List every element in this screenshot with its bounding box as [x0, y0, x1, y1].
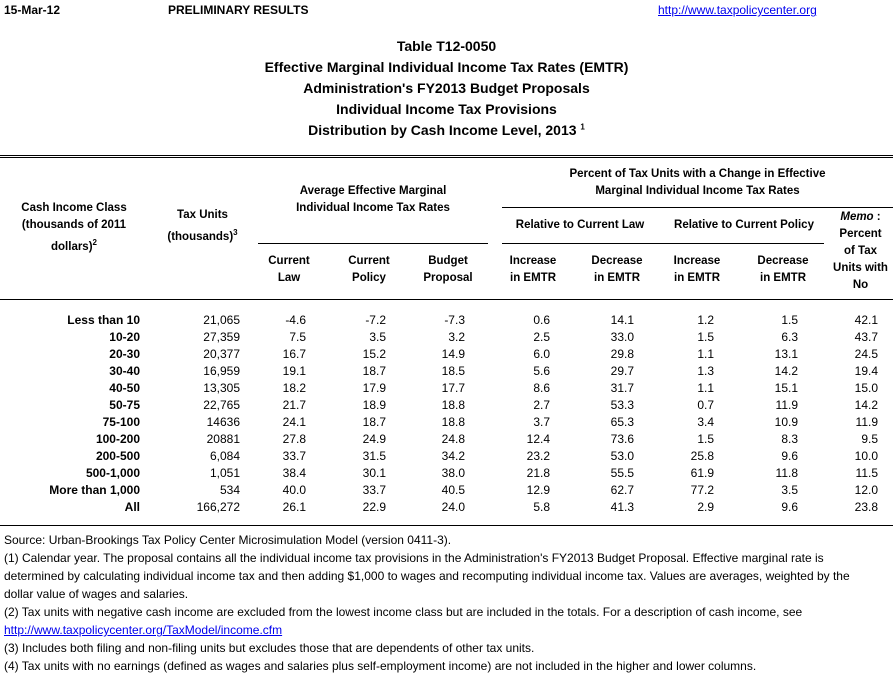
- income-definition-link[interactable]: http://www.taxpolicycenter.org/TaxModel/income.cfm: [4, 623, 283, 637]
- table-row: [0, 380, 893, 397]
- title-line-4: Distribution by Cash Income Level, 2013 $^1$: [308, 122, 585, 138]
- income-class-cell: 50-75: [109, 398, 140, 412]
- current-law-cell: -4.6: [285, 313, 306, 327]
- budget-proposal-cell: 18.8: [441, 398, 465, 412]
- decrease-policy-cell: 6.3: [781, 330, 798, 344]
- note-2: (2) Tax units with negative cash income are excluded from the lowest income class but are included in the totals. For a description of cash income, see: [4, 605, 803, 619]
- current-policy-cell: 18.9: [362, 398, 386, 412]
- decrease-law-cell: 41.3: [610, 500, 634, 514]
- increase-law-header: Increase in EMTR: [509, 255, 557, 284]
- current-law-cell: 7.5: [289, 330, 306, 344]
- pct-change-group-header: Percent of Tax Units with a Change in Effective Marginal Individual Income Tax Rates: [569, 168, 826, 197]
- header-top-rule: [0, 155, 893, 158]
- table-bottom-rule: [0, 525, 893, 526]
- tax-units-header: Tax Units (thousands)$^3$: [167, 209, 238, 243]
- current-policy-cell: 15.2: [362, 347, 386, 361]
- decrease-policy-cell: 8.3: [781, 432, 798, 446]
- decrease-policy-cell: 11.9: [775, 398, 798, 412]
- increase-policy-cell: 25.8: [690, 449, 714, 463]
- tax-units-cell: 6,084: [209, 449, 240, 463]
- memo-cell: 42.1: [854, 313, 878, 327]
- memo-cell: 43.7: [854, 330, 878, 344]
- report-date: 15-Mar-12: [4, 3, 61, 17]
- budget-proposal-header: Budget Proposal: [423, 255, 473, 284]
- decrease-policy-header: Decrease in EMTR: [757, 255, 809, 284]
- income-class-cell: All: [124, 500, 140, 514]
- tax-units-cell: 16,959: [203, 364, 240, 378]
- title-line-1: Effective Marginal Individual Income Tax Rates (EMTR): [264, 59, 629, 75]
- current-law-cell: 38.4: [282, 466, 306, 480]
- table-row: [0, 465, 893, 482]
- tax-units-cell: 1,051: [209, 466, 240, 480]
- current-law-cell: 16.7: [282, 347, 306, 361]
- income-class-cell: 200-500: [95, 449, 140, 463]
- relative-current-law-header: Relative to Current Law: [515, 219, 645, 231]
- header-bottom-rule: [0, 299, 893, 300]
- current-law-cell: 33.7: [282, 449, 306, 463]
- note-1-line-3: dollar value of wages and salaries.: [4, 587, 189, 601]
- increase-law-cell: 21.8: [526, 466, 550, 480]
- income-class-cell: 30-40: [109, 364, 140, 378]
- memo-cell: 10.0: [854, 449, 878, 463]
- decrease-policy-cell: 9.6: [781, 449, 798, 463]
- income-class-cell: Less than 10: [67, 313, 140, 327]
- increase-law-cell: 12.9: [526, 483, 550, 497]
- increase-law-cell: 8.6: [533, 381, 550, 395]
- decrease-policy-cell: 15.1: [774, 381, 798, 395]
- note-3: (3) Includes both filing and non-filing units but excludes those that are dependents of other tax units.: [4, 641, 535, 655]
- current-law-cell: 19.1: [282, 364, 306, 378]
- current-policy-cell: 22.9: [362, 500, 386, 514]
- current-policy-cell: 3.5: [369, 330, 386, 344]
- tax-units-cell: 27,359: [203, 330, 240, 344]
- increase-policy-cell: 1.1: [697, 381, 714, 395]
- decrease-policy-cell: 10.9: [774, 415, 798, 429]
- increase-law-cell: 5.6: [533, 364, 550, 378]
- note-4: (4) Tax units with no earnings (defined as wages and salaries plus self-employment income) are not included in the higher and lower columns.: [4, 659, 757, 673]
- memo-cell: 23.8: [854, 500, 878, 514]
- avg-group-rule: [258, 243, 488, 244]
- source-note: Source: Urban-Brookings Tax Policy Center Microsimulation Model (version 0411-3).: [4, 533, 452, 547]
- note-1-line-2: determined by calculating individual income tax and then adding $1,000 to wages and recomputing individual income tax. Values are averages, weighted by the: [4, 569, 850, 583]
- income-class-cell: More than 1,000: [49, 483, 140, 497]
- decrease-policy-cell: 3.5: [781, 483, 798, 497]
- increase-law-cell: 0.6: [533, 313, 550, 327]
- budget-proposal-cell: 34.2: [441, 449, 465, 463]
- current-policy-cell: 33.7: [362, 483, 386, 497]
- income-class-cell: 40-50: [109, 381, 140, 395]
- increase-policy-cell: 1.2: [697, 313, 714, 327]
- income-class-cell: 100-200: [95, 432, 140, 446]
- income-class-cell: 75-100: [102, 415, 140, 429]
- current-policy-cell: 30.1: [362, 466, 386, 480]
- memo-cell: 19.4: [854, 364, 878, 378]
- current-law-header: Current Law: [268, 255, 310, 284]
- avg-emtr-group-header: Average Effective Marginal Individual Income Tax Rates: [296, 185, 450, 214]
- decrease-law-header: Decrease in EMTR: [591, 255, 643, 284]
- preliminary-label: PRELIMINARY RESULTS: [168, 3, 309, 17]
- budget-proposal-cell: -7.3: [444, 313, 465, 327]
- budget-proposal-cell: 24.8: [441, 432, 465, 446]
- increase-policy-cell: 77.2: [690, 483, 714, 497]
- table-row: [0, 346, 893, 363]
- tax-units-cell: 14636: [206, 415, 240, 429]
- decrease-law-cell: 29.8: [610, 347, 634, 361]
- current-law-cell: 21.7: [282, 398, 306, 412]
- increase-law-cell: 3.7: [533, 415, 550, 429]
- memo-cell: 11.5: [855, 466, 878, 480]
- decrease-law-cell: 29.7: [610, 364, 634, 378]
- increase-policy-cell: 3.4: [697, 415, 714, 429]
- table-row: [0, 397, 893, 414]
- table-row: [0, 482, 893, 499]
- income-class-cell: 10-20: [109, 330, 140, 344]
- memo-cell: 9.5: [861, 432, 878, 446]
- tax-units-cell: 21,065: [203, 313, 240, 327]
- increase-policy-cell: 1.5: [697, 432, 714, 446]
- memo-cell: 24.5: [854, 347, 878, 361]
- title-line-3: Individual Income Tax Provisions: [336, 101, 557, 117]
- title-line-2: Administration's FY2013 Budget Proposals: [303, 80, 590, 96]
- table-row: [0, 312, 893, 329]
- tax-units-cell: 20,377: [203, 347, 240, 361]
- tax-units-cell: 534: [219, 483, 240, 497]
- tpc-home-link[interactable]: http://www.taxpolicycenter.org: [658, 3, 817, 17]
- memo-cell: 11.9: [855, 415, 878, 429]
- memo-cell: 15.0: [854, 381, 878, 395]
- budget-proposal-cell: 3.2: [448, 330, 465, 344]
- budget-proposal-cell: 14.9: [441, 347, 465, 361]
- increase-policy-cell: 1.5: [697, 330, 714, 344]
- decrease-law-cell: 65.3: [610, 415, 634, 429]
- table-row: [0, 499, 893, 516]
- increase-law-cell: 23.2: [526, 449, 550, 463]
- memo-cell: 12.0: [854, 483, 878, 497]
- increase-law-cell: 12.4: [526, 432, 550, 446]
- decrease-law-cell: 62.7: [610, 483, 634, 497]
- budget-proposal-cell: 38.0: [441, 466, 465, 480]
- decrease-law-cell: 73.6: [610, 432, 634, 446]
- decrease-law-cell: 33.0: [610, 330, 634, 344]
- decrease-law-cell: 55.5: [610, 466, 634, 480]
- tax-units-cell: 22,765: [203, 398, 240, 412]
- increase-policy-cell: 61.9: [690, 466, 714, 480]
- relative-group-rule: [502, 243, 824, 244]
- current-policy-header: Current Policy: [348, 255, 390, 284]
- increase-law-cell: 5.8: [533, 500, 550, 514]
- relative-current-policy-header: Relative to Current Policy: [674, 219, 814, 231]
- budget-proposal-cell: 18.5: [441, 364, 465, 378]
- current-law-cell: 26.1: [282, 500, 306, 514]
- budget-proposal-cell: 17.7: [441, 381, 465, 395]
- increase-law-cell: 2.5: [533, 330, 550, 344]
- table-row: [0, 448, 893, 465]
- decrease-policy-cell: 1.5: [781, 313, 798, 327]
- tax-units-cell: 13,305: [203, 381, 240, 395]
- table-row: [0, 329, 893, 346]
- decrease-policy-cell: 13.1: [774, 347, 798, 361]
- income-class-header: Cash Income Class (thousands of 2011 dollars)$^2$: [21, 202, 127, 253]
- current-law-cell: 27.8: [282, 432, 306, 446]
- table-row: [0, 414, 893, 431]
- increase-law-cell: 2.7: [533, 398, 550, 412]
- decrease-policy-cell: 9.6: [781, 500, 798, 514]
- current-law-cell: 40.0: [282, 483, 306, 497]
- decrease-law-cell: 53.3: [610, 398, 634, 412]
- current-policy-cell: 17.9: [362, 381, 386, 395]
- table-row: [0, 431, 893, 448]
- tax-units-cell: 20881: [206, 432, 240, 446]
- pct-group-rule: [502, 207, 893, 208]
- increase-policy-cell: 2.9: [697, 500, 714, 514]
- current-policy-cell: 18.7: [362, 415, 386, 429]
- current-law-cell: 24.1: [282, 415, 306, 429]
- increase-policy-header: Increase in EMTR: [673, 255, 721, 284]
- decrease-policy-cell: 11.8: [775, 466, 798, 480]
- note-1-line-1: (1) Calendar year. The proposal contains all the individual income tax provisions in the Administration's FY2013 Budget Proposal. Effective marginal rate is: [4, 551, 824, 565]
- increase-law-cell: 6.0: [533, 347, 550, 361]
- budget-proposal-cell: 40.5: [441, 483, 465, 497]
- current-policy-cell: 31.5: [362, 449, 386, 463]
- increase-policy-cell: 1.3: [697, 364, 714, 378]
- decrease-policy-cell: 14.2: [774, 364, 798, 378]
- memo-header: Memo : Percent of Tax Units with No: [833, 211, 888, 291]
- income-class-cell: 500-1,000: [85, 466, 140, 480]
- table-row: [0, 363, 893, 380]
- income-class-cell: 20-30: [109, 347, 140, 361]
- decrease-law-cell: 53.0: [610, 449, 634, 463]
- decrease-law-cell: 31.7: [610, 381, 634, 395]
- current-policy-cell: 24.9: [362, 432, 386, 446]
- increase-policy-cell: 0.7: [697, 398, 714, 412]
- tax-units-cell: 166,272: [196, 500, 240, 514]
- current-law-cell: 18.2: [282, 381, 306, 395]
- budget-proposal-cell: 18.8: [441, 415, 465, 429]
- current-policy-cell: -7.2: [365, 313, 386, 327]
- decrease-law-cell: 14.1: [610, 313, 634, 327]
- table-id: Table T12-0050: [396, 38, 497, 54]
- current-policy-cell: 18.7: [362, 364, 386, 378]
- increase-policy-cell: 1.1: [697, 347, 714, 361]
- budget-proposal-cell: 24.0: [441, 500, 465, 514]
- memo-cell: 14.2: [854, 398, 878, 412]
